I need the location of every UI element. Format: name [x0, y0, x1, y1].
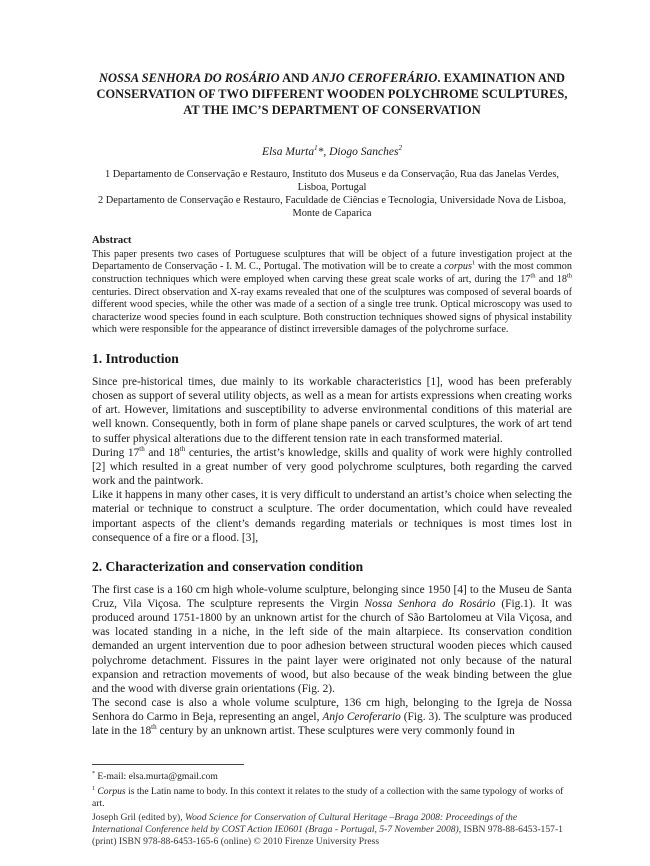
abstract-heading: Abstract: [92, 234, 132, 246]
section-heading-characterization: 2. Characterization and conservation condition: [92, 558, 364, 574]
author-1-affil: 1: [314, 144, 318, 152]
author-1-mark: *: [317, 145, 324, 158]
section-heading-introduction: 1. Introduction: [92, 350, 179, 366]
title-italic-2: ANJO CEROFERÁRIO: [312, 71, 438, 85]
intro-paragraph-2: During 17th and 18th centuries, the artist’s knowledge, skills and quality of work were highly controlled [2] which resulted in a great number of very good polychrome sculptures, both regarding the carved work and the paintwork.: [92, 444, 572, 488]
footnote-corpus: $^1$ Corpus is the Latin name to body. In this context it relates to the study of a collection with the same typology of works of art.: [92, 786, 564, 810]
author-1: Elsa Murta: [262, 145, 315, 158]
sculpture-name-1: Nossa Senhora do Rosário: [364, 598, 496, 611]
title-rest: . EXAMINATION AND CONSERVATION OF TWO DIFFERENT WOODEN POLYCHROME SCULPTURES, AT THE IMC’S DEPARTMENT OF CONSERVATION: [96, 71, 568, 117]
abstract-text: This paper presents two cases of Portuguese sculptures that will be object of a future investigation project at the Departamento de Conservação - I. M. C., Portugal. The motivation will be to create a corpus$^1$ with the most common construction techniques which were employed when carving these great scale works of art, during the 17th and 18th centuries. Direct observation and X-ray exams revealed that one of the sculptures was composed of several boards of different wood species, while the other was made of a section of a single tree trunk. Optical microscopy was used to characterize wood species found in each sculpture. Both construction techniques showed signs of physical instability which were responsible for the appearance of distinct irreversible damages of the polychrome surface.: [92, 248, 573, 336]
footnote-email: * E-mail: elsa.murta@gmail.com: [92, 771, 218, 783]
author-2: Diogo Sanches: [329, 145, 399, 158]
footnotes: [92, 768, 568, 810]
footnote-divider: [92, 764, 244, 765]
intro-paragraph-3: Like it happens in many other cases, it is very difficult to understand an artist’s choice when selecting the material or technique to construct a sculpture. The order documentation, which could have revealed important aspects of the client’s demands regarding materials or techniques is most times lost in consequence of a fire or a flood. [3],: [92, 489, 572, 544]
title-italic-1: NOSSA SENHORA DO ROSÁRIO: [99, 71, 280, 85]
author-separator: ,: [323, 145, 330, 158]
paper-title: [92, 70, 572, 118]
affiliation-1: 1 Departamento de Conservação e Restauro, Instituto dos Museus e da Conservação, Rua das Janelas Verdes, Lisboa, Portugal: [105, 168, 559, 193]
title-and: AND: [279, 71, 313, 85]
affiliations: [92, 168, 572, 220]
intro-paragraph-1: Since pre-historical times, due mainly to its workable characteristics [1], wood has been preferably chosen as support of several utility objects, as well as a mean for artists expressions when creating works of art. However, limitations and susceptibility to adverse environmental conditions of this material are well known. Consequently, both in form of plane shape panels or carved sculptures, the work of art tend to suffer physical alterations due to the different tension rate in each transformed material.: [92, 375, 572, 445]
char-paragraph-1: The first case is a 160 cm high whole-volume sculpture, belonging since 1950 [4] to the Museu de Santa Cruz, Vila Viçosa. The sculpture represents the Virgin Nossa Senhora do Rosário (Fig.1). It was produced around 1751-1800 by an unknown artist for the church of São Bartolomeu at Vila Viçosa, and was located standing in a niche, in the left side of the main altarpiece. Its conservation condition demanded an urgent intervention due to poor adhesion between structural wooden pieces which caused polychrome detachment. Fissures in the paint layer were originated not only because of the natural expansion and retraction movements of wood, but also because of the weak binding between the glue and the wood with diverse grain orientations (Fig. 2).: [92, 583, 572, 695]
author-2-affil: 2: [398, 144, 402, 152]
paper-page: [92, 70, 572, 739]
abstract-corpus-term: corpus: [444, 261, 472, 273]
char-paragraph-2: The second case is also a whole volume sculpture, 136 cm high, belonging to the Igreja de Nossa Senhora do Carmo in Beja, representing an angel, Anjo Ceroferario (Fig. 3). The sculpture was produced late in the 18th century by an unknown artist. These sculptures were very commonly found in: [92, 697, 572, 738]
sculpture-name-2: Anjo Ceroferario: [322, 711, 401, 724]
author-list: [92, 141, 572, 159]
footnote-ref-1: 1: [471, 260, 476, 268]
publication-citation: Joseph Gril (edited by), Wood Science for Conservation of Cultural Heritage –Braga 2008: Proceedings of the International Conference held by COST Action IE0601 (Braga - Portugal, 5-7 November 2008), ISBN 978-88-6453-157-1 (print) ISBN 978-88-6453-165-6 (online) © 2010 Firenze University Press: [92, 812, 563, 847]
affiliation-2: 2 Departamento de Conservação e Restauro, Faculdade de Ciências e Tecnologia, Universidade Nova de Lisboa, Monte de Caparica: [98, 194, 566, 219]
